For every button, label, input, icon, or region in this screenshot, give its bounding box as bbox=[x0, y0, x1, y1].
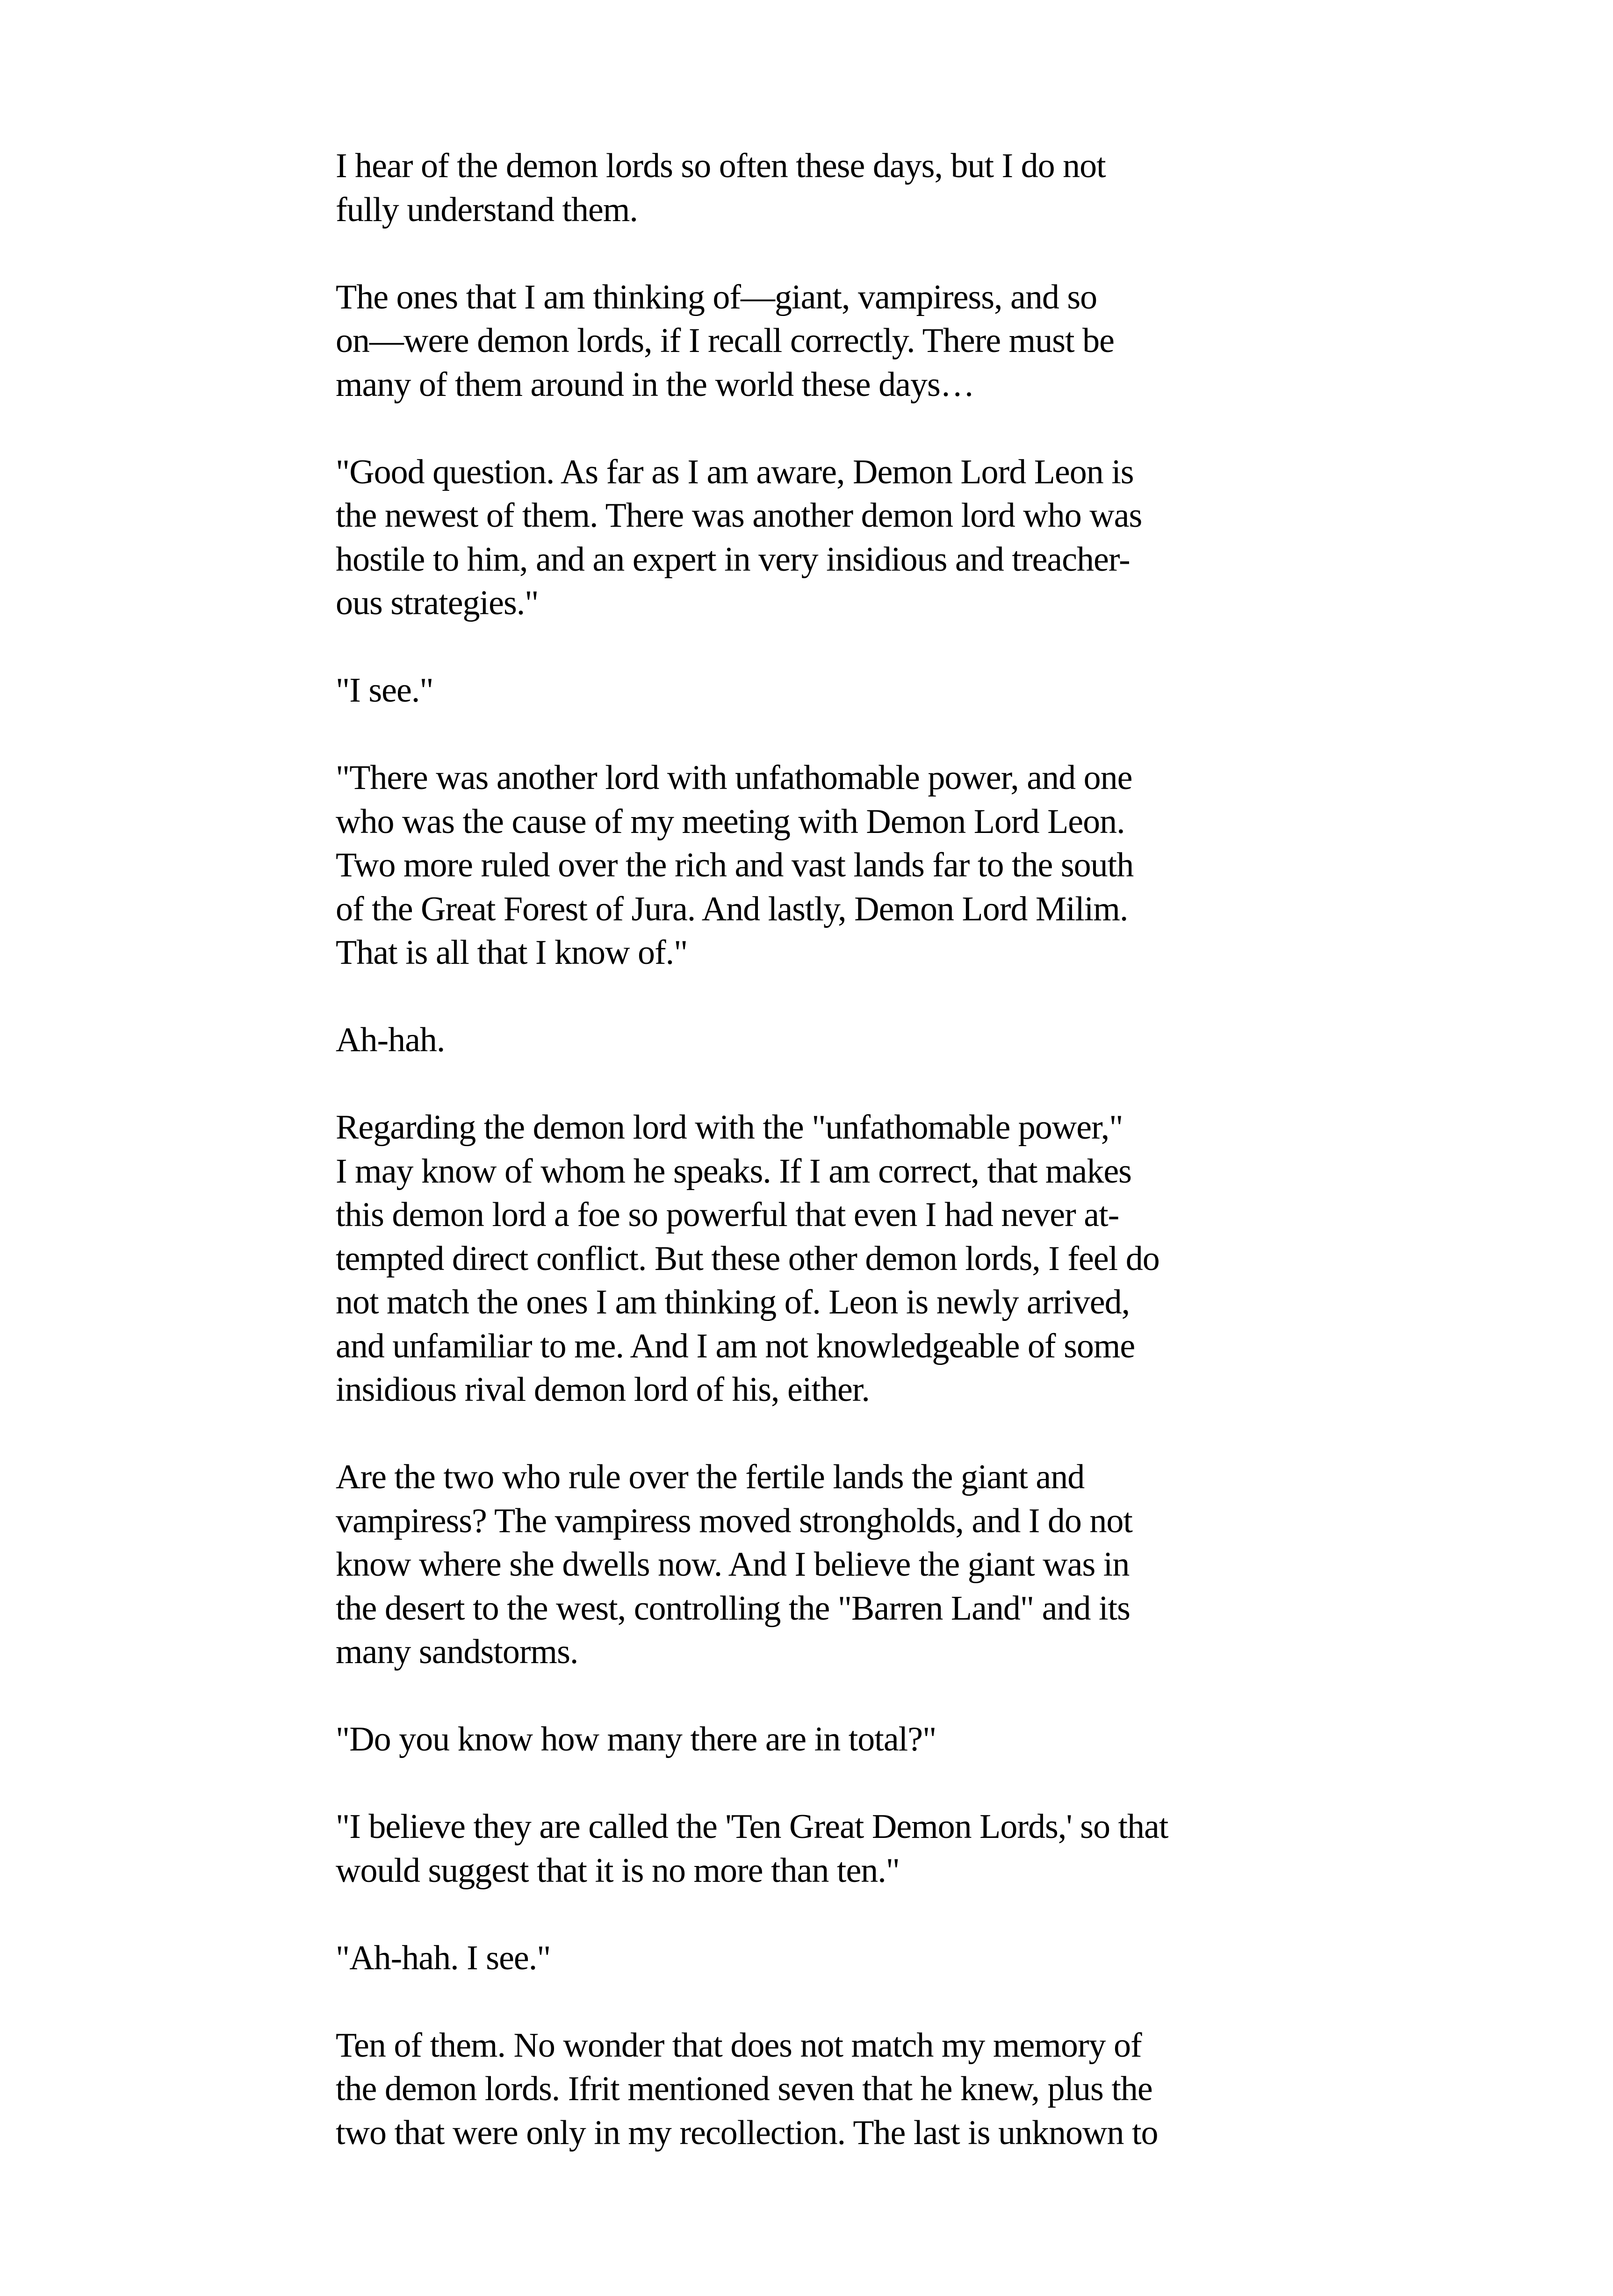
page-text bbox=[336, 144, 1299, 2155]
paragraph bbox=[336, 756, 1299, 975]
text-line: I hear of the demon lords so often these days, but I do not bbox=[336, 147, 1106, 185]
text-line: many of them around in the world these days… bbox=[336, 365, 974, 404]
text-line: That is all that I know of." bbox=[336, 933, 688, 972]
text-line: of the Great Forest of Jura. And lastly, Demon Lord Milim. bbox=[336, 890, 1128, 928]
text-line: Ah-hah. bbox=[336, 1021, 445, 1059]
text-line: the demon lords. Ifrit mentioned seven that he knew, plus the bbox=[336, 2070, 1152, 2108]
text-line: know where she dwells now. And I believe the giant was in bbox=[336, 1545, 1130, 1584]
paragraph bbox=[336, 1937, 1299, 1980]
paragraph bbox=[336, 451, 1299, 625]
text-line: "Do you know how many there are in total?" bbox=[336, 1720, 936, 1758]
text-line: "I believe they are called the 'Ten Great Demon Lords,' so that bbox=[336, 1808, 1168, 1846]
text-line: and unfamiliar to me. And I am not knowledgeable of some bbox=[336, 1327, 1135, 1365]
text-line: I may know of whom he speaks. If I am correct, that makes bbox=[336, 1152, 1131, 1191]
text-line: ous strategies." bbox=[336, 584, 539, 622]
paragraph bbox=[336, 1019, 1299, 1062]
paragraph bbox=[336, 1106, 1299, 1412]
text-line: hostile to him, and an expert in very insidious and treacher- bbox=[336, 540, 1130, 579]
paragraph bbox=[336, 2024, 1299, 2155]
text-line: on—were demon lords, if I recall correctly. There must be bbox=[336, 322, 1114, 360]
text-line: "Good question. As far as I am aware, Demon Lord Leon is bbox=[336, 452, 1134, 491]
text-line: who was the cause of my meeting with Demon Lord Leon. bbox=[336, 802, 1125, 841]
text-line: this demon lord a foe so powerful that even I had never at- bbox=[336, 1196, 1119, 1234]
text-line: would suggest that it is no more than ten." bbox=[336, 1851, 900, 1890]
text-line: tempted direct conflict. But these other demon lords, I feel do bbox=[336, 1239, 1159, 1278]
paragraph bbox=[336, 276, 1299, 407]
text-line: Are the two who rule over the fertile lands the giant and bbox=[336, 1458, 1085, 1496]
text-line: The ones that I am thinking of—giant, vampiress, and so bbox=[336, 278, 1097, 316]
text-line: two that were only in my recollection. The last is unknown to bbox=[336, 2113, 1158, 2152]
text-line: many sandstorms. bbox=[336, 1633, 578, 1671]
text-line: Ten of them. No wonder that does not match my memory of bbox=[336, 2026, 1142, 2065]
text-line: vampiress? The vampiress moved strongholds, and I do not bbox=[336, 1501, 1132, 1540]
text-line: "There was another lord with unfathomable power, and one bbox=[336, 759, 1132, 797]
text-line: "Ah-hah. I see." bbox=[336, 1938, 551, 1977]
paragraph bbox=[336, 1718, 1299, 1762]
text-line: fully understand them. bbox=[336, 190, 638, 229]
text-line: Regarding the demon lord with the "unfathomable power," bbox=[336, 1108, 1123, 1147]
text-line: "I see." bbox=[336, 671, 433, 710]
text-line: the desert to the west, controlling the "Barren Land" and its bbox=[336, 1589, 1130, 1628]
paragraph bbox=[336, 144, 1299, 232]
text-line: insidious rival demon lord of his, either. bbox=[336, 1370, 870, 1409]
text-line: not match the ones I am thinking of. Leon is newly arrived, bbox=[336, 1283, 1130, 1321]
paragraph bbox=[336, 1805, 1299, 1893]
text-line: Two more ruled over the rich and vast lands far to the south bbox=[336, 846, 1134, 884]
paragraph bbox=[336, 669, 1299, 713]
paragraph bbox=[336, 1456, 1299, 1674]
text-line: the newest of them. There was another demon lord who was bbox=[336, 496, 1142, 535]
